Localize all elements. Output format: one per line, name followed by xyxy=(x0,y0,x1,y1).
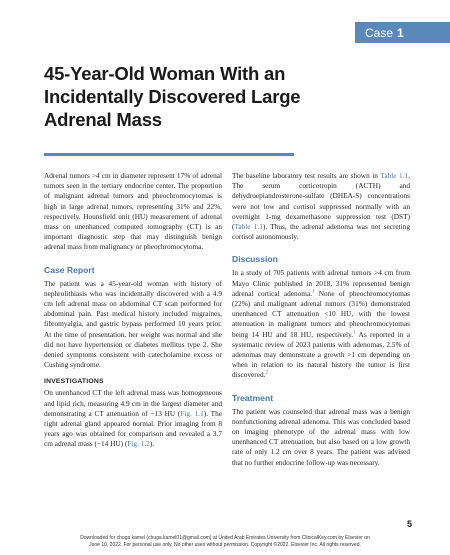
case-label: Case xyxy=(365,25,394,40)
reference-1-link-2[interactable]: 1 xyxy=(353,330,356,336)
investigations-text-1: On unenhanced CT the left adrenal mass was homogeneous and lipid rich, measuring 4.9 cm in the largest diameter and demonstrating a CT attenuation of −13 HU ( xyxy=(44,388,222,418)
figure-1-1-link[interactable]: Fig. 1.1 xyxy=(180,408,204,418)
page-number: 5 xyxy=(406,519,412,529)
reference-1-link[interactable]: 1 xyxy=(312,289,315,295)
lab-text-3: ). Thus, the adrenal adenoma was not secreting cortisol autonomously. xyxy=(232,222,410,242)
discussion-text-3: As reported in a systematic review of 2023 patients with adenomas, 2.5% of adenomas may demonstrate a growth >1 cm depending on when in relation to its natural history the tumor is first discovered. xyxy=(232,329,410,380)
discussion-text-1: In a study of 705 patients with adrenal tumors >4 cm from Mayo Clinic published in 2018, 31% represented benign adrenal cortical adenoma. xyxy=(232,268,410,298)
discussion-heading: Discussion xyxy=(232,254,278,265)
reference-2-link[interactable]: 2 xyxy=(265,371,268,377)
title-divider xyxy=(44,153,294,156)
right-column xyxy=(232,171,410,468)
investigations-text-2: ). The right adrenal gland appeared normal. Prior imaging from 8 years ago was obtained for comparison and revealed a 3.7 cm adrenal mass (−14 HU) ( xyxy=(44,408,222,449)
left-column xyxy=(44,171,222,450)
lab-text-2: . The serum corticotropin (ACTH) and dehydroepiandrosterone-sulfate (DHEA-S) concentrations were not low and cortisol suppressed normally with an overnight 1-mg dexamethasone suppression test (DST) ( xyxy=(232,171,410,232)
discussion-paragraph xyxy=(232,268,410,380)
figure-1-2-link[interactable]: Fig. 1.2 xyxy=(127,439,150,449)
treatment-heading: Treatment xyxy=(232,392,274,403)
case-report-paragraph: The patient was a 45-year-old woman with history of nephrolithiasis who was incidentally discovered with a 4.9 cm left adrenal mass on abdominal CT scan performed for abdominal pain. Past medical history included migraines, fibromyalgia, and gastric bypass performed 10 years prior. At the time of presentation, her weight was normal and she did not have hypertension or diabetes mellitus type 2. She denied symptoms consistent with catecholamine excess or Cushing syndrome. xyxy=(44,278,222,370)
title-line-2: Incidentally Discovered Large xyxy=(44,86,301,107)
investigations-text-3: ). xyxy=(149,439,155,449)
investigations-heading: INVESTIGATIONS xyxy=(44,378,104,386)
table-1-1-link[interactable]: Table 1.1 xyxy=(380,171,409,180)
footer-line-1: Downloaded for chuga kamel (chuga.kamel01@gmail.com) at United Arab Emirates University from ClinicalKey.com by Elsevier on xyxy=(80,535,370,541)
download-footer xyxy=(0,535,450,548)
treatment-paragraph: The patient was counseled that adrenal mass was a benign nonfunctioning adrenal adenoma. This was concluded based on imaging phenotype of the adrenal mass with low unenhanced CT attenuation, but also based on a low growth rate of only 1.2 cm over 8 years. The patient was advised that no further endocrine follow-up was necessary. xyxy=(232,406,410,467)
discussion-text-2: None of pheochromocytomas (22%) and malignant adrenal tumors (31%) demonstrated unenhanced CT attenuation <10 HU, with the lowest attenuation in malignant tumors and pheochromocytomas being 14 HU and 18 HU, respectively. xyxy=(232,288,410,339)
case-report-heading: Case Report xyxy=(44,264,95,275)
case-number: 1 xyxy=(397,25,404,40)
lab-text-1: The baseline laboratory test results are shown in xyxy=(232,171,381,180)
intro-paragraph: Adrenal tumors >4 cm in diameter represent 17% of adrenal tumors seen in the tertiary endocrine center. The proportion of malignant adrenal tumors and pheochromocytomas is high in large adrenal tumors, representing 31% and 22%, respectively. Hounsfield unit (HU) measurement of adrenal mass on unenhanced computed tomography (CT) is an important diagnostic step that may distinguish benign adrenal mass from malignancy or pheochromocytoma. xyxy=(44,171,222,252)
title-line-3: Adrenal Mass xyxy=(44,109,162,130)
case-label-tab xyxy=(355,22,450,43)
investigations-paragraph xyxy=(44,388,222,449)
title-line-1: 45-Year-Old Woman With an xyxy=(44,63,286,84)
article-title xyxy=(44,62,374,131)
lab-results-paragraph xyxy=(232,171,410,242)
table-1-1-link-2[interactable]: Table 1.1 xyxy=(234,222,263,232)
footer-line-2: June 10, 2022. For personal use only. No other uses without permission. Copyright ©2022. Elsevier Inc. All rights reserved. xyxy=(89,541,361,548)
